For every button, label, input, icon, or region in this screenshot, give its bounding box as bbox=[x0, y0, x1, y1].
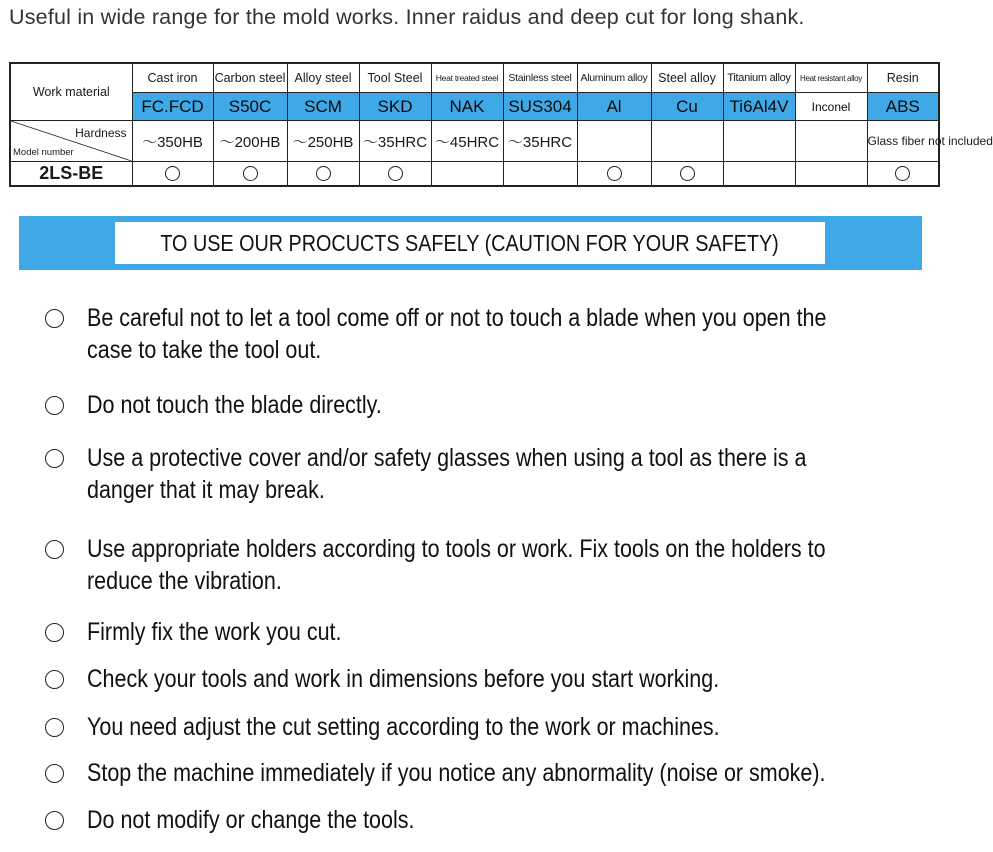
material-grade: Al bbox=[577, 93, 651, 121]
hardness-value: Glass fiber not included bbox=[867, 121, 939, 162]
material-name: Carbon steel bbox=[213, 63, 287, 93]
hardness-value bbox=[795, 121, 867, 162]
material-grade: SCM bbox=[287, 93, 359, 121]
compatibility-cell bbox=[287, 162, 359, 187]
compatibility-cell bbox=[431, 162, 503, 187]
hardness-label: Hardness bbox=[75, 126, 127, 140]
safety-banner bbox=[19, 216, 922, 270]
safety-item-text: Use a protective cover and/or safety glasses when using a tool as there is a danger that it may break. bbox=[87, 444, 807, 504]
material-name-row bbox=[10, 63, 939, 93]
model-number-label: Model number bbox=[13, 147, 74, 158]
material-name: Cast iron bbox=[132, 63, 213, 93]
hardness-value bbox=[651, 121, 723, 162]
safety-banner-title: TO USE OUR PROCUCTS SAFELY (CAUTION FOR YOUR SAFETY) bbox=[160, 229, 780, 256]
safety-banner-box bbox=[115, 222, 825, 264]
compatibility-cell bbox=[132, 162, 213, 187]
hardness-value: ～35HRC bbox=[503, 121, 577, 162]
safety-item-text: Do not modify or change the tools. bbox=[87, 806, 415, 834]
compatible-circle-icon bbox=[165, 166, 180, 181]
hardness-value: ～250HB bbox=[287, 121, 359, 162]
safety-item-text: Stop the machine immediately if you notice any abnormality (noise or smoke). bbox=[87, 759, 826, 787]
material-grade: Ti6Al4V bbox=[723, 93, 795, 121]
intro-text: Useful in wide range for the mold works. Inner raidus and deep cut for long shank. bbox=[9, 5, 805, 29]
compatibility-cell bbox=[795, 162, 867, 187]
material-name: Resin bbox=[867, 63, 939, 93]
safety-item-text: You need adjust the cut setting according to the work or machines. bbox=[87, 713, 720, 741]
compatibility-cell bbox=[651, 162, 723, 187]
model-number: 2LS-BE bbox=[10, 162, 132, 187]
hardness-value bbox=[723, 121, 795, 162]
compatible-circle-icon bbox=[895, 166, 910, 181]
compatibility-cell bbox=[867, 162, 939, 187]
material-compatibility-table bbox=[9, 62, 993, 187]
bullet-circle-icon bbox=[45, 309, 64, 328]
material-grade: SUS304 bbox=[503, 93, 577, 121]
compatibility-cell bbox=[577, 162, 651, 187]
material-grade: ABS bbox=[867, 93, 939, 121]
material-name: Stainless steel bbox=[503, 63, 577, 93]
work-material-header: Work material bbox=[10, 63, 132, 121]
safety-item-text: Firmly fix the work you cut. bbox=[87, 618, 342, 646]
safety-item-text: Do not touch the blade directly. bbox=[87, 391, 382, 419]
compatible-circle-icon bbox=[388, 166, 403, 181]
compatibility-cell bbox=[213, 162, 287, 187]
hardness-row bbox=[10, 121, 939, 162]
safety-item-text: Check your tools and work in dimensions before you start working. bbox=[87, 665, 720, 693]
bullet-circle-icon bbox=[45, 764, 64, 783]
safety-item-text: Be careful not to let a tool come off or not to touch a blade when you open the case to take the tool out. bbox=[87, 304, 827, 364]
bullet-circle-icon bbox=[45, 623, 64, 642]
hardness-value: ～200HB bbox=[213, 121, 287, 162]
bullet-circle-icon bbox=[45, 811, 64, 830]
bullet-circle-icon bbox=[45, 718, 64, 737]
material-grade-row bbox=[10, 93, 939, 121]
material-name: Heat resistant alloy bbox=[795, 63, 867, 93]
material-name: Tool Steel bbox=[359, 63, 431, 93]
compatible-circle-icon bbox=[316, 166, 331, 181]
hardness-value: ～35HRC bbox=[359, 121, 431, 162]
bullet-circle-icon bbox=[45, 396, 64, 415]
material-grade: Inconel bbox=[795, 93, 867, 121]
material-name: Aluminum alloy bbox=[577, 63, 651, 93]
compatible-circle-icon bbox=[680, 166, 695, 181]
material-name: Steel alloy bbox=[651, 63, 723, 93]
material-name: Titanium alloy bbox=[723, 63, 795, 93]
model-row bbox=[10, 162, 939, 187]
material-grade: S50C bbox=[213, 93, 287, 121]
material-grade: SKD bbox=[359, 93, 431, 121]
material-grade: NAK bbox=[431, 93, 503, 121]
bullet-circle-icon bbox=[45, 540, 64, 559]
compatible-circle-icon bbox=[243, 166, 258, 181]
compatibility-cell bbox=[723, 162, 795, 187]
hardness-model-header bbox=[10, 121, 132, 162]
compatibility-cell bbox=[359, 162, 431, 187]
material-grade: FC.FCD bbox=[132, 93, 213, 121]
safety-item-text: Use appropriate holders according to tools or work. Fix tools on the holders to reduce the vibration. bbox=[87, 535, 826, 595]
compatibility-cell bbox=[503, 162, 577, 187]
compatible-circle-icon bbox=[607, 166, 622, 181]
hardness-value: ～45HRC bbox=[431, 121, 503, 162]
bullet-circle-icon bbox=[45, 670, 64, 689]
material-name: Heat treated steel bbox=[431, 63, 503, 93]
bullet-circle-icon bbox=[45, 449, 64, 468]
material-name: Alloy steel bbox=[287, 63, 359, 93]
hardness-value bbox=[577, 121, 651, 162]
material-grade: Cu bbox=[651, 93, 723, 121]
hardness-value: ～350HB bbox=[132, 121, 213, 162]
